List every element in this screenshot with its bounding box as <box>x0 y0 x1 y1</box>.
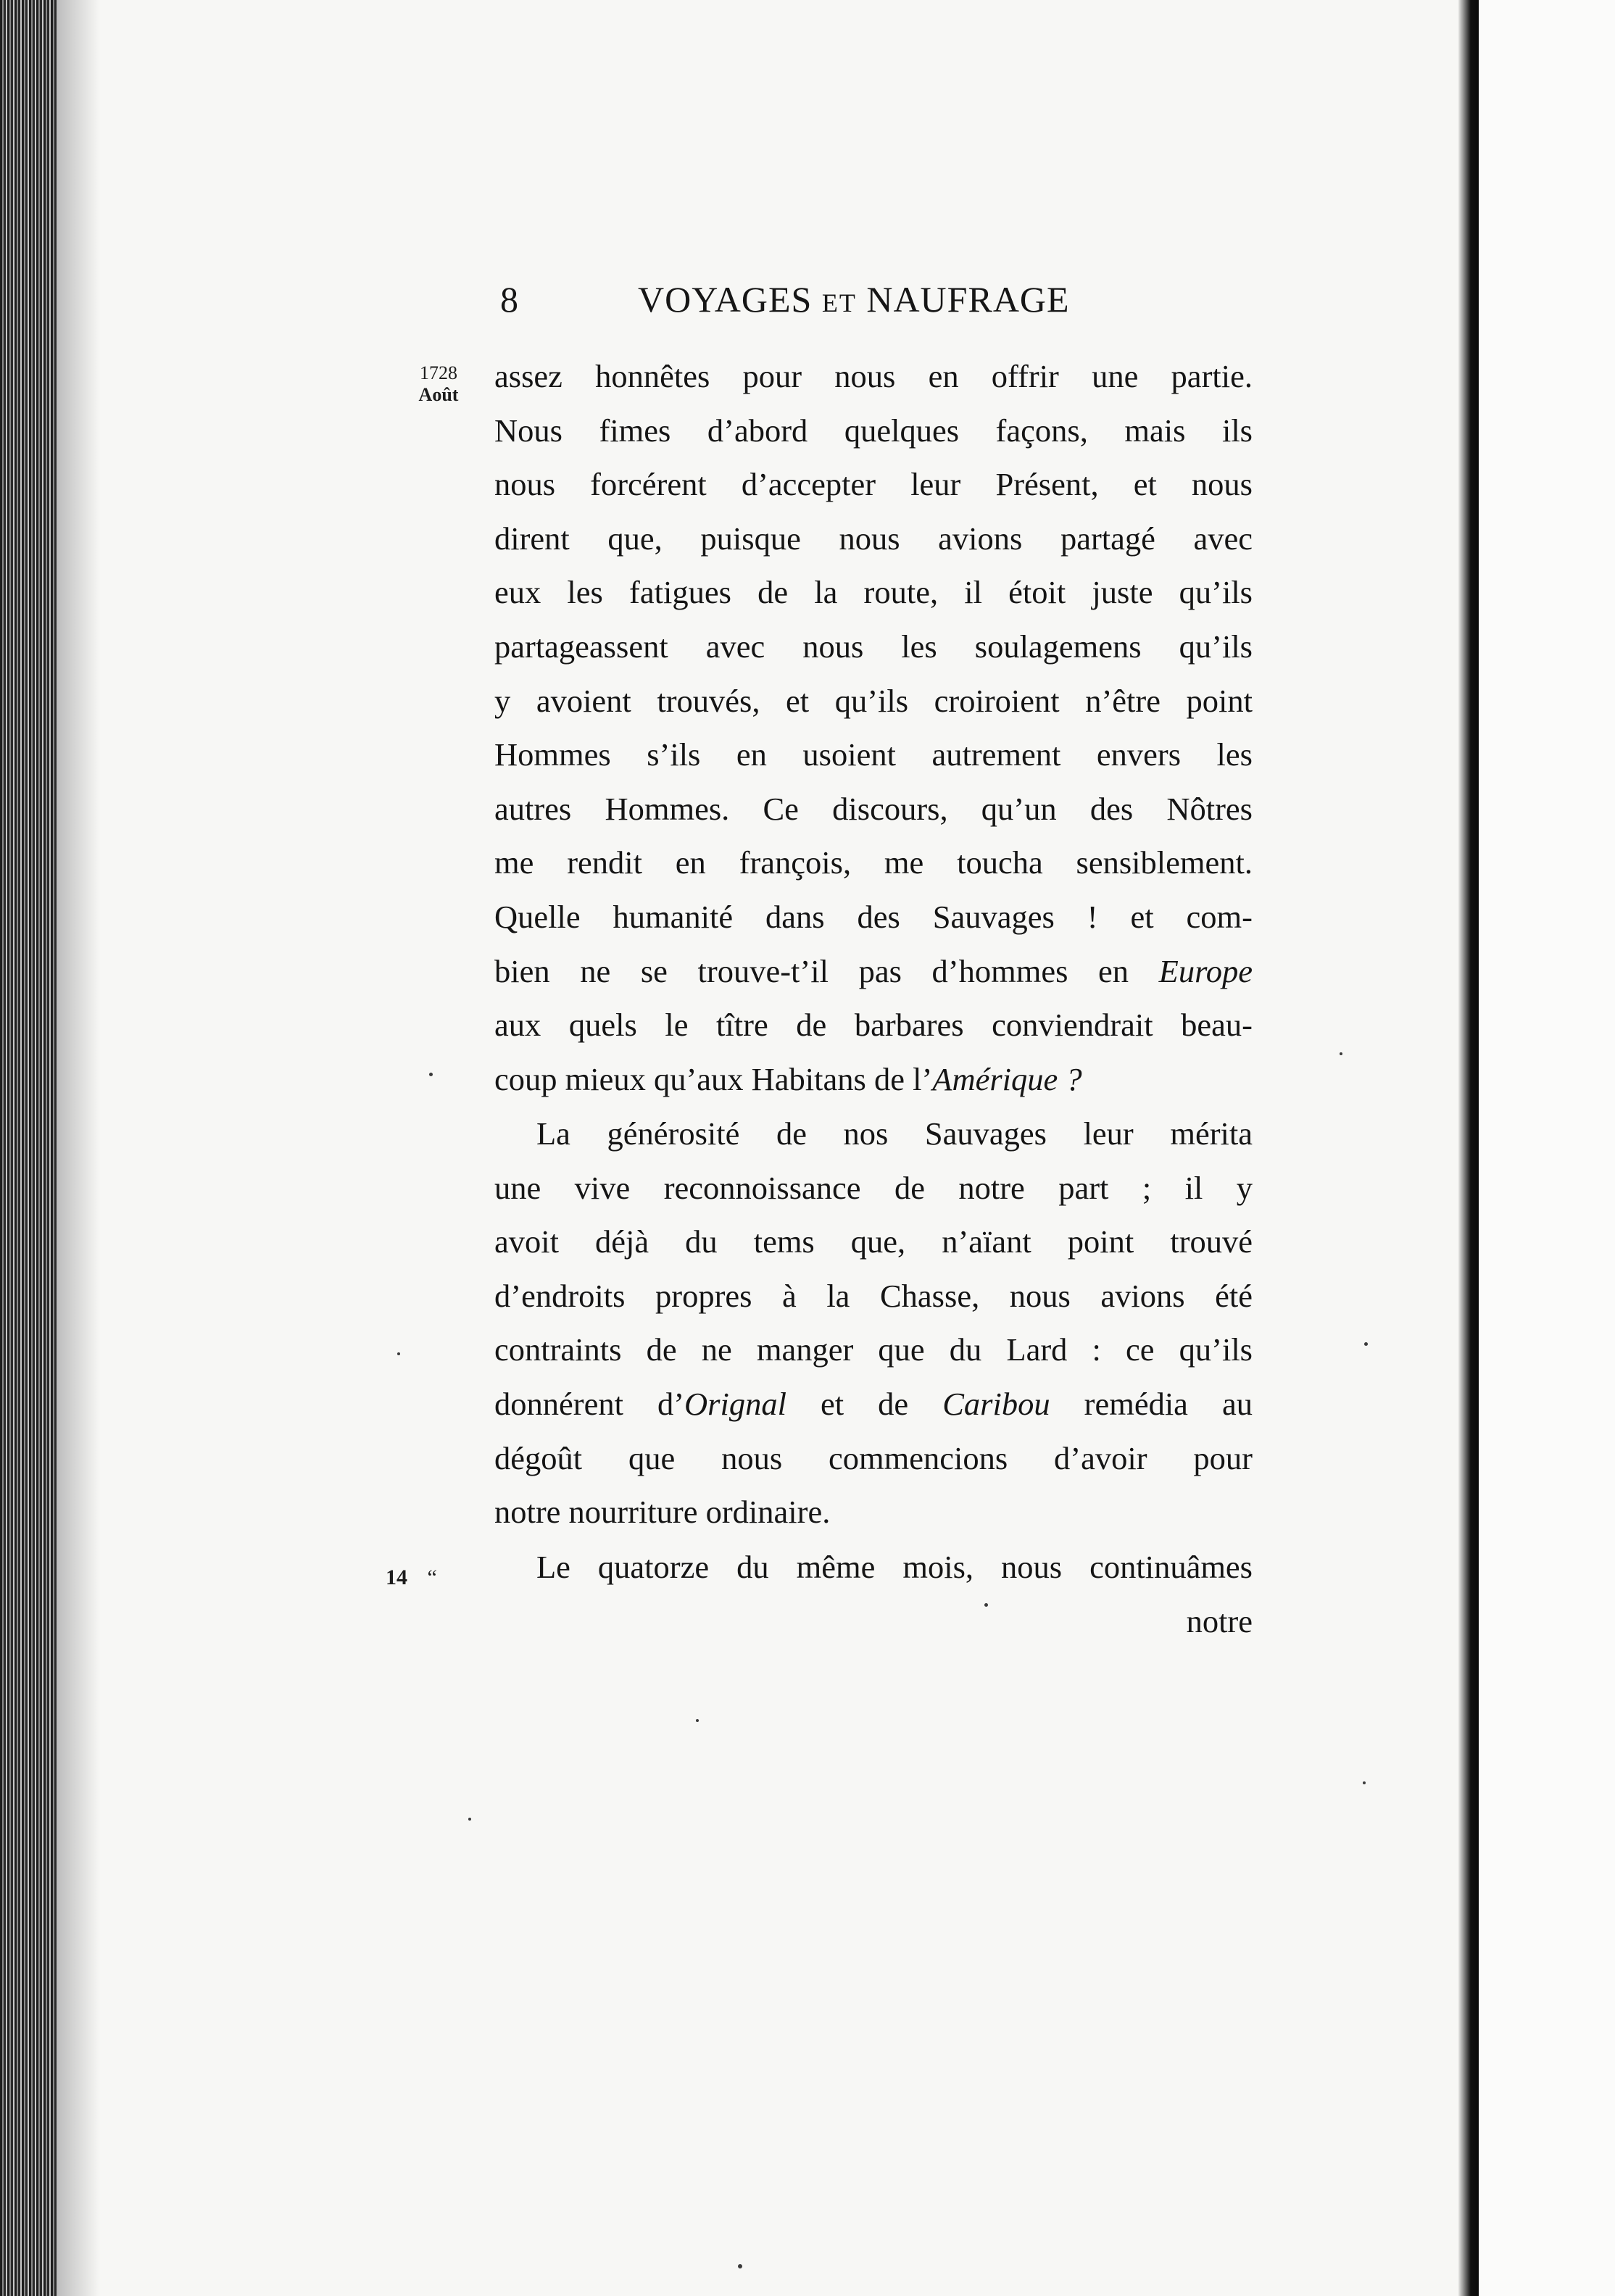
text-line: avoit déjà du tems que, n’aïant point trouvé <box>494 1223 1253 1260</box>
margin-date-note <box>406 362 471 406</box>
text-line: notre nourriture ordinaire. <box>494 1494 831 1531</box>
text-line: Quelle humanité dans des Sauvages ! et com- <box>494 898 1253 935</box>
italic-place-name: Amérique ? <box>932 1060 1082 1097</box>
text-line: La générosité de nos Sauvages leur mérita <box>536 1115 1253 1152</box>
paragraph-2 <box>494 1107 1253 1539</box>
paragraph-3 <box>494 1540 1253 1648</box>
speck <box>397 1352 400 1355</box>
text-line <box>494 1377 1253 1431</box>
text-line: d’endroits propres à la Chasse, nous avions été <box>494 1277 1253 1314</box>
running-title <box>638 278 1070 320</box>
text-line: dégoût que nous commencions d’avoir pour <box>494 1439 1253 1476</box>
text-segment: et de <box>786 1385 943 1422</box>
italic-animal-name: Caribou <box>942 1385 1050 1422</box>
speck <box>1364 1342 1368 1346</box>
speck <box>984 1603 988 1607</box>
speck <box>1340 1052 1342 1055</box>
italic-animal-name: Orignal <box>684 1385 786 1422</box>
adjacent-page-edge <box>1479 0 1615 2296</box>
speck <box>468 1818 471 1821</box>
margin-day-note <box>386 1567 473 1589</box>
binding-shadow <box>57 0 100 2296</box>
text-segment: coup mieux qu’aux Habitans de l’ <box>494 1060 933 1097</box>
margin-day: 14 <box>386 1565 407 1589</box>
running-title-part2: ET <box>821 288 857 317</box>
text-line: Hommes s’ils en usoient autrement envers les <box>494 736 1253 773</box>
speck <box>1363 1781 1366 1784</box>
text-line: partageassent avec nous les soulagemens qu’ils <box>494 628 1253 665</box>
page-number: 8 <box>500 279 518 320</box>
text-line <box>494 1052 1253 1107</box>
text-line: autres Hommes. Ce discours, qu’un des Nôtres <box>494 790 1253 827</box>
text-line <box>494 944 1253 999</box>
text-line: dirent que, puisque nous avions partagé avec <box>494 520 1253 557</box>
running-title-part3: NAUFRAGE <box>866 279 1070 320</box>
text-line: Nous fimes d’abord quelques façons, mais ils <box>494 412 1253 449</box>
text-line: nous forcérent d’accepter leur Présent, et nous <box>494 466 1253 503</box>
margin-ditto: “ <box>427 1565 437 1589</box>
running-head <box>500 278 1124 322</box>
italic-place-name: Europe <box>1158 952 1253 989</box>
text-line: assez honnêtes pour nous en offrir une partie. <box>494 358 1253 394</box>
text-line: me rendit en françois, me toucha sensiblement. <box>494 844 1253 881</box>
text-line: Le quatorze du même mois, nous continuâmes <box>536 1549 1253 1585</box>
paragraph-1 <box>494 349 1253 1106</box>
speck <box>738 2264 742 2268</box>
speck <box>696 1719 699 1722</box>
text-line: aux quels le tître de barbares conviendrait beau- <box>494 1007 1253 1044</box>
text-segment: donnérent d’ <box>494 1385 685 1422</box>
binding-gutter <box>0 0 57 2296</box>
text-segment: bien ne se trouve-t’il pas d’hommes en <box>494 952 1159 989</box>
text-line: contraints de ne manger que du Lard : ce qu’ils <box>494 1331 1253 1368</box>
catchword: notre <box>1186 1602 1253 1639</box>
text-line: y avoient trouvés, et qu’ils croiroient n’être point <box>494 682 1253 719</box>
text-line: eux les fatigues de la route, il étoit juste qu’ils <box>494 574 1253 611</box>
speck <box>429 1073 433 1076</box>
text-segment: remédia au <box>1050 1385 1253 1422</box>
text-line: une vive reconnoissance de notre part ; il y <box>494 1169 1253 1206</box>
running-title-part1: VOYAGES <box>638 279 813 320</box>
margin-month: Août <box>418 384 459 405</box>
page-edge-shadow <box>1458 0 1479 2296</box>
margin-year: 1728 <box>420 362 457 383</box>
